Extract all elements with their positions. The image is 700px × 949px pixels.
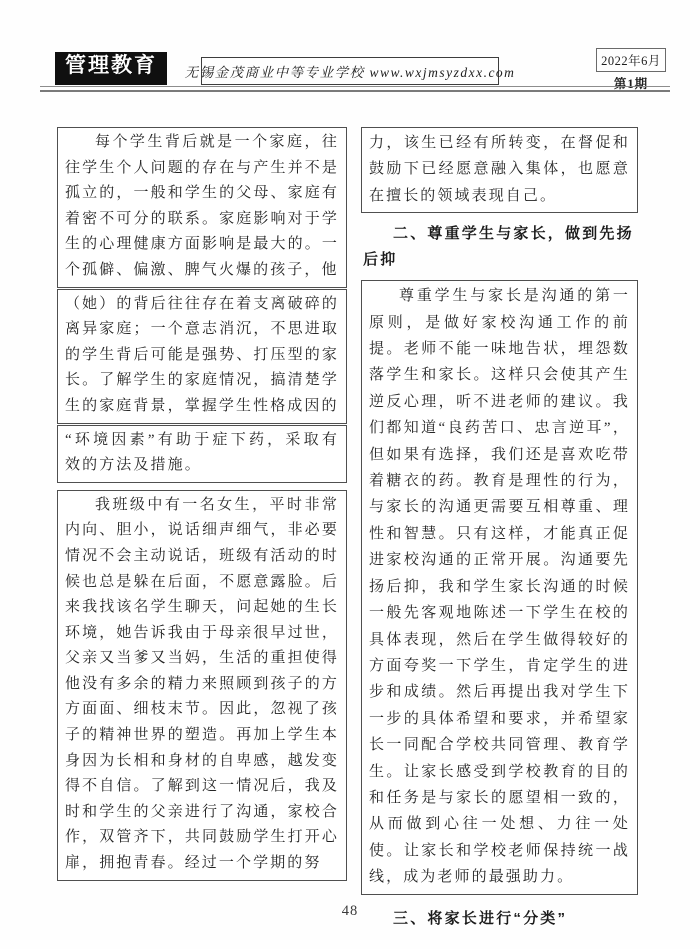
text-block: “环境因素”有助于症下药，采取有效的方法及措施。: [57, 425, 347, 483]
text-block: 尊重学生与家长是沟通的第一原则，是做好家校沟通工作的前提。老师不能一味地告状，埋怨数落学生和家长。这样只会使其产生逆反心理，听不进老师的建议。我们都知道“良药苦口、忠言逆耳”，但如果有选择，我们还是喜欢吃带着糖衣的药。教育是理性的行为，与家长的沟通更需要互相尊重、理性和智慧。只有这样，才能真正促进家校沟通的正常开展。沟通要先扬后抑，我和学生家长沟通的时候一般先客观地陈述一下学生在校的具体表现，然后在学生做得较好的方面夸奖一下学生，肯定学生的进步和成绩。然后再提出我对学生下一步的具体希望和要求，并希望家长一同配合学校共同管理、教育学生。让家长感受到学校教育的目的和任务是与家长的愿望相一致的，从而做到心往一处想、力往一处使。让家长和学校老师保持统一战线，成为老师的最强助力。: [361, 280, 638, 894]
text-block: 每个学生背后就是一个家庭，往往学生个人问题的存在与产生并不是孤立的，一般和学生的父母、家庭有着密不可分的联系。家庭影响对于学生的心理健康方面影响是最大的。一个孤僻、偏激、脾气火爆的孩子，他: [57, 127, 347, 288]
school-banner-text: 无锡金茂商业中等专业学校 www.wxjmsyzdxx.com: [184, 65, 516, 80]
text-block: 力，该生已经有所转变，在督促和鼓励下已经愿意融入集体，也愿意在擅长的领域表现自己。: [361, 127, 638, 213]
journal-logo: [55, 52, 167, 85]
issue-date-box: 2022年6月: [596, 48, 666, 72]
school-banner: [184, 57, 516, 85]
journal-logo-text: 管理教育: [65, 54, 157, 77]
right-column: [361, 127, 638, 939]
text-block: 我班级中有一名女生，平时非常内向、胆小，说话细声细气，非必要情况不会主动说话，班级有活动的时候也总是躲在后面，不愿意露脸。后来我找该名学生聊天，问起她的生长环境，她告诉我由于母亲很早过世，父亲又当爹又当妈，生活的重担使得他没有多余的精力来照顾到孩子的方方面面、细枝末节。因此，忽视了孩子的精神世界的塑造。再加上学生本身因为长相和身材的自卑感，越发变得不自信。了解到这一情况后，我及时和学生的父亲进行了沟通，家校合作，双管齐下，共同鼓励学生打开心扉，拥抱青春。经过一个学期的努: [57, 490, 347, 881]
left-column: [57, 127, 347, 882]
text-block: （她）的背后往往存在着支离破碎的离异家庭；一个意志消沉，不思进取的学生背后可能是强势、打压型的家长。了解学生的家庭情况，搞清楚学生的家庭背景，掌握学生性格成因的: [57, 289, 347, 424]
section-heading-2: 二、尊重学生与家长，做到先扬后抑: [363, 225, 634, 269]
header-divider: [40, 86, 670, 92]
issue-number: 第1期: [613, 77, 649, 91]
page-number: 48: [341, 903, 359, 919]
section-heading-3: 三、将家长进行“分类”: [393, 909, 568, 927]
